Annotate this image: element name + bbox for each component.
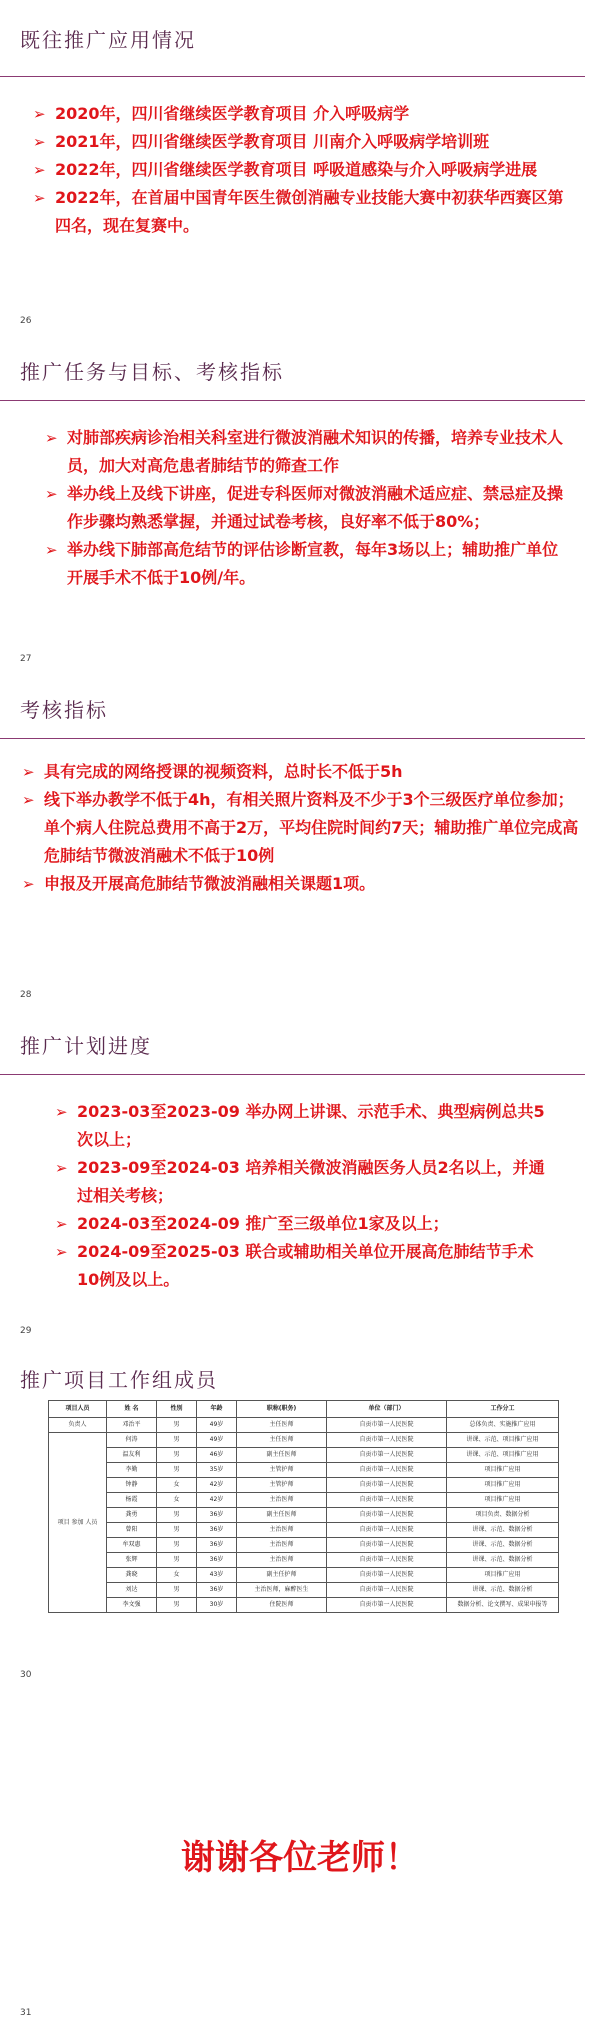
name-cell: 杨霞 — [107, 1493, 157, 1508]
header-cell: 项目人员 — [49, 1401, 107, 1418]
table-row — [49, 1463, 559, 1478]
header-cell: 职称(职务) — [237, 1401, 327, 1418]
duty-cell: 讲课、示范、数据分析 — [447, 1583, 559, 1598]
list-item: ➢ 举办线上及线下讲座，促进专科医师对微波消融术适应症、禁忌症及操作步骤均熟悉掌握，并通过试卷考核，良好率不低于80%； — [45, 480, 570, 536]
title-cell: 副主任医师 — [237, 1508, 327, 1523]
arrow-bullet-icon: ➢ — [55, 1103, 68, 1121]
list-item: ➢ 2021年，四川省继续医学教育项目 川南介入呼吸病学培训班 — [33, 128, 578, 156]
name-cell: 张辉 — [107, 1553, 157, 1568]
age-cell: 36岁 — [197, 1508, 237, 1523]
arrow-bullet-icon: ➢ — [45, 429, 58, 447]
table-row — [49, 1553, 559, 1568]
bullet-list — [22, 758, 582, 898]
list-item: ➢ 2022年，四川省继续医学教育项目 呼吸道感染与介入呼吸病学进展 — [33, 156, 578, 184]
title-cell: 主治医师 — [237, 1493, 327, 1508]
table-row — [49, 1583, 559, 1598]
member-table — [48, 1400, 559, 1613]
table-row — [49, 1538, 559, 1553]
age-cell: 49岁 — [197, 1418, 237, 1433]
table-row — [49, 1568, 559, 1583]
duty-cell: 数据分析、论文撰写、成果申报等 — [447, 1598, 559, 1613]
list-item: ➢ 2020年，四川省继续医学教育项目 介入呼吸病学 — [33, 100, 578, 128]
age-cell: 42岁 — [197, 1478, 237, 1493]
title-cell: 副主任护师 — [237, 1568, 327, 1583]
arrow-bullet-icon: ➢ — [22, 763, 35, 781]
age-cell: 30岁 — [197, 1598, 237, 1613]
bullet-list — [55, 1098, 545, 1294]
title-cell: 副主任医师 — [237, 1448, 327, 1463]
table-row — [49, 1523, 559, 1538]
age-cell: 36岁 — [197, 1553, 237, 1568]
arrow-bullet-icon: ➢ — [33, 189, 46, 207]
gender-cell: 女 — [157, 1478, 197, 1493]
name-cell: 何涛 — [107, 1433, 157, 1448]
title-divider — [0, 76, 585, 77]
title-cell: 主任医师 — [237, 1433, 327, 1448]
slide-title: 推广项目工作组成员 — [20, 1368, 218, 1392]
arrow-bullet-icon: ➢ — [33, 133, 46, 151]
duty-cell: 项目推广应用 — [447, 1463, 559, 1478]
list-item: ➢ 2024-03至2024-09 推广至三级单位1家及以上； — [55, 1210, 545, 1238]
list-item: ➢ 对肺部疾病诊治相关科室进行微波消融术知识的传播，培养专业技术人员，加大对高危患者肺结节的筛查工作 — [45, 424, 570, 480]
slide-title: 考核指标 — [20, 698, 108, 722]
name-cell: 李勤 — [107, 1463, 157, 1478]
name-cell: 温友利 — [107, 1448, 157, 1463]
duty-cell: 项目负责、数据分析 — [447, 1508, 559, 1523]
title-divider — [0, 1074, 585, 1075]
thanks-message: 谢谢各位老师！ — [181, 1838, 419, 1878]
slide-thanks — [0, 1690, 600, 2025]
arrow-bullet-icon: ➢ — [22, 791, 35, 809]
unit-cell: 自贡市第一人民医院 — [327, 1553, 447, 1568]
duty-cell: 讲课、示范、数据分析 — [447, 1538, 559, 1553]
age-cell: 36岁 — [197, 1523, 237, 1538]
list-item: ➢ 举办线下肺部高危结节的评估诊断宣教，每年3场以上；辅助推广单位开展手术不低于10例/年。 — [45, 536, 570, 592]
duty-cell: 项目推广应用 — [447, 1568, 559, 1583]
arrow-bullet-icon: ➢ — [45, 541, 58, 559]
list-item: ➢ 2024-09至2025-03 联合或辅助相关单位开展高危肺结节手术10例及以上。 — [55, 1238, 545, 1294]
bullet-list — [33, 100, 578, 240]
duty-cell: 讲课、示范、数据分析 — [447, 1553, 559, 1568]
header-cell: 年龄 — [197, 1401, 237, 1418]
duty-cell: 项目推广应用 — [447, 1493, 559, 1508]
age-cell: 46岁 — [197, 1448, 237, 1463]
unit-cell: 自贡市第一人民医院 — [327, 1463, 447, 1478]
title-cell: 主管护师 — [237, 1463, 327, 1478]
age-cell: 36岁 — [197, 1538, 237, 1553]
title-cell: 住院医师 — [237, 1598, 327, 1613]
page-number: 27 — [20, 654, 32, 664]
list-item: ➢ 2022年，在首届中国青年医生微创消融专业技能大赛中初获华西赛区第四名，现在复赛中。 — [33, 184, 578, 240]
unit-cell: 自贡市第一人民医院 — [327, 1508, 447, 1523]
duty-cell: 项目推广应用 — [447, 1478, 559, 1493]
header-cell: 性别 — [157, 1401, 197, 1418]
page-number: 26 — [20, 316, 32, 326]
unit-cell: 自贡市第一人民医院 — [327, 1448, 447, 1463]
duty-cell: 讲课、示范、项目推广应用 — [447, 1433, 559, 1448]
gender-cell: 男 — [157, 1583, 197, 1598]
arrow-bullet-icon: ➢ — [55, 1159, 68, 1177]
title-cell: 主治医师 — [237, 1523, 327, 1538]
name-cell: 刘达 — [107, 1583, 157, 1598]
title-cell: 主治医师，麻醉医生 — [237, 1583, 327, 1598]
table-row — [49, 1433, 559, 1448]
table-row — [49, 1493, 559, 1508]
table-row — [49, 1598, 559, 1613]
title-cell: 主任医师 — [237, 1418, 327, 1433]
title-divider — [0, 400, 585, 401]
header-cell: 工作分工 — [447, 1401, 559, 1418]
header-cell: 单位（部门） — [327, 1401, 447, 1418]
duty-cell: 讲课、示范、数据分析 — [447, 1523, 559, 1538]
unit-cell: 自贡市第一人民医院 — [327, 1568, 447, 1583]
title-cell: 主治医师 — [237, 1553, 327, 1568]
page-number: 31 — [20, 2008, 32, 2018]
unit-cell: 自贡市第一人民医院 — [327, 1523, 447, 1538]
table-row — [49, 1448, 559, 1463]
page-number: 30 — [20, 1670, 32, 1680]
table-row — [49, 1418, 559, 1433]
role-cell: 负责人 — [49, 1418, 107, 1433]
title-cell: 主治医师 — [237, 1538, 327, 1553]
table-row — [49, 1508, 559, 1523]
unit-cell: 自贡市第一人民医院 — [327, 1418, 447, 1433]
table-header-row — [49, 1401, 559, 1418]
name-cell: 龚勇 — [107, 1508, 157, 1523]
list-item: ➢ 2023-03至2023-09 举办网上讲课、示范手术、典型病例总共5次以上； — [55, 1098, 545, 1154]
page-number: 29 — [20, 1326, 32, 1336]
title-divider — [0, 738, 585, 739]
arrow-bullet-icon: ➢ — [55, 1215, 68, 1233]
name-cell: 邓治平 — [107, 1418, 157, 1433]
name-cell: 李文强 — [107, 1598, 157, 1613]
unit-cell: 自贡市第一人民医院 — [327, 1478, 447, 1493]
arrow-bullet-icon: ➢ — [55, 1243, 68, 1261]
gender-cell: 女 — [157, 1493, 197, 1508]
gender-cell: 男 — [157, 1598, 197, 1613]
name-cell: 钟静 — [107, 1478, 157, 1493]
gender-cell: 男 — [157, 1523, 197, 1538]
name-cell: 牟双惠 — [107, 1538, 157, 1553]
gender-cell: 男 — [157, 1448, 197, 1463]
slide-title: 推广任务与目标、考核指标 — [20, 360, 284, 384]
list-item: ➢ 具有完成的网络授课的视频资料，总时长不低于5h — [22, 758, 582, 786]
arrow-bullet-icon: ➢ — [33, 161, 46, 179]
header-cell: 姓 名 — [107, 1401, 157, 1418]
table-row — [49, 1478, 559, 1493]
slide-schedule — [0, 1008, 600, 1338]
list-item: ➢ 申报及开展高危肺结节微波消融相关课题1项。 — [22, 870, 582, 898]
unit-cell: 自贡市第一人民医院 — [327, 1493, 447, 1508]
page-number: 28 — [20, 990, 32, 1000]
role-cell: 项目 参加 人员 — [49, 1433, 107, 1613]
age-cell: 43岁 — [197, 1568, 237, 1583]
unit-cell: 自贡市第一人民医院 — [327, 1598, 447, 1613]
gender-cell: 男 — [157, 1538, 197, 1553]
list-item: ➢ 2023-09至2024-03 培养相关微波消融医务人员2名以上，并通过相关考核； — [55, 1154, 545, 1210]
unit-cell: 自贡市第一人民医院 — [327, 1538, 447, 1553]
duty-cell: 讲课、示范、项目推广应用 — [447, 1448, 559, 1463]
title-cell: 主管护师 — [237, 1478, 327, 1493]
age-cell: 49岁 — [197, 1433, 237, 1448]
slide-title: 推广计划进度 — [20, 1034, 152, 1058]
gender-cell: 男 — [157, 1418, 197, 1433]
age-cell: 42岁 — [197, 1493, 237, 1508]
slide-title: 既往推广应用情况 — [20, 28, 196, 52]
list-item: ➢ 线下举办教学不低于4h，有相关照片资料及不少于3个三级医疗单位参加；单个病人住院总费用不高于2万，平均住院时间约7天；辅助推广单位完成高危肺结节微波消融术不低于10例 — [22, 786, 582, 870]
unit-cell: 自贡市第一人民医院 — [327, 1433, 447, 1448]
bullet-list — [45, 424, 570, 592]
gender-cell: 女 — [157, 1568, 197, 1583]
age-cell: 35岁 — [197, 1463, 237, 1478]
arrow-bullet-icon: ➢ — [22, 875, 35, 893]
name-cell: 龚晓 — [107, 1568, 157, 1583]
slide-prior-promotion — [0, 0, 600, 330]
age-cell: 36岁 — [197, 1583, 237, 1598]
duty-cell: 总体负责、实施推广应用 — [447, 1418, 559, 1433]
gender-cell: 男 — [157, 1508, 197, 1523]
gender-cell: 男 — [157, 1463, 197, 1478]
arrow-bullet-icon: ➢ — [33, 105, 46, 123]
gender-cell: 男 — [157, 1433, 197, 1448]
unit-cell: 自贡市第一人民医院 — [327, 1583, 447, 1598]
arrow-bullet-icon: ➢ — [45, 485, 58, 503]
gender-cell: 男 — [157, 1553, 197, 1568]
slide-tasks-goals — [0, 336, 600, 666]
slide-team-members — [0, 1344, 600, 1684]
slide-assessment — [0, 672, 600, 1002]
name-cell: 曾阳 — [107, 1523, 157, 1538]
